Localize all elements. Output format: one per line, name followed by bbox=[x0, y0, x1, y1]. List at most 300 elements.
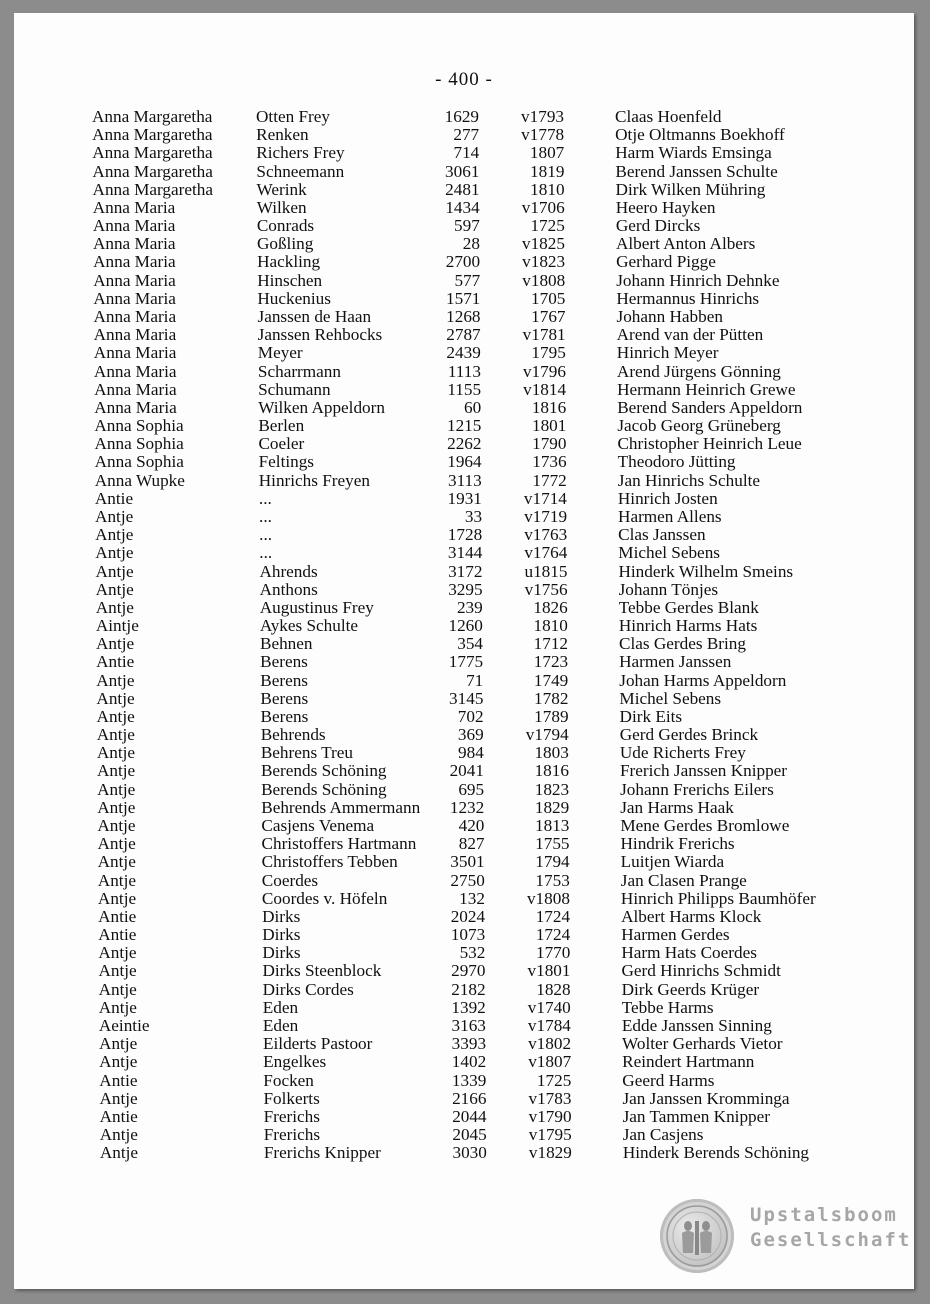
spouse-cell: Hermannus Hinrichs bbox=[616, 288, 760, 308]
table-row bbox=[15, 199, 915, 217]
table-row bbox=[20, 872, 920, 890]
year-cell: 1819 bbox=[530, 161, 565, 181]
spouse-cell: Hinrich Harms Hats bbox=[618, 616, 758, 636]
spouse-cell: Berend Sanders Appeldorn bbox=[617, 397, 803, 417]
year-cell: v1778 bbox=[521, 125, 565, 145]
spouse-cell: Hinderk Berends Schöning bbox=[622, 1143, 810, 1163]
spouse-cell: Gerd Gerdes Brinck bbox=[619, 725, 759, 745]
table-row bbox=[20, 944, 920, 962]
spouse-cell: Wolter Gerhards Vietor bbox=[622, 1034, 783, 1054]
record-number-cell: 2439 bbox=[446, 343, 481, 363]
first-name-cell: Anna Sophia bbox=[94, 416, 184, 436]
spouse-cell: Dirk Eits bbox=[619, 706, 683, 726]
table-row bbox=[17, 526, 917, 544]
surname-cell: ... bbox=[259, 543, 273, 563]
first-name-cell: Antje bbox=[98, 943, 137, 963]
record-number-cell: 354 bbox=[457, 634, 483, 654]
record-number-cell: 2481 bbox=[445, 179, 480, 199]
table-row bbox=[15, 181, 915, 199]
table-row bbox=[21, 1017, 921, 1035]
table-row bbox=[20, 835, 920, 853]
first-name-cell: Antie bbox=[94, 488, 134, 508]
first-name-cell: Anna Margaretha bbox=[92, 161, 213, 181]
record-number-cell: 1931 bbox=[447, 488, 482, 508]
first-name-cell: Anna Sophia bbox=[94, 434, 184, 454]
record-number-cell: 71 bbox=[466, 670, 484, 690]
first-name-cell: Anna Margaretha bbox=[92, 107, 213, 126]
first-name-cell: Antje bbox=[96, 743, 135, 763]
record-number-cell: 369 bbox=[457, 725, 484, 745]
spouse-cell: Luitjen Wiarda bbox=[620, 852, 725, 872]
surname-cell: Behrens Treu bbox=[260, 743, 353, 763]
table-row bbox=[20, 908, 920, 926]
first-name-cell: Anna Maria bbox=[92, 197, 176, 217]
first-name-cell: Antje bbox=[97, 779, 136, 799]
table-row bbox=[15, 217, 915, 235]
surname-cell: Christoffers Hartmann bbox=[261, 834, 417, 854]
record-number-cell: 3030 bbox=[452, 1143, 487, 1163]
surname-cell: Dirks Steenblock bbox=[262, 961, 382, 981]
first-name-cell: Antje bbox=[95, 579, 134, 599]
year-cell: v1801 bbox=[527, 961, 571, 981]
spouse-cell: Harmen Allens bbox=[618, 506, 722, 526]
year-cell: 1705 bbox=[531, 288, 566, 308]
record-number-cell: 1268 bbox=[446, 306, 481, 326]
upstalsboom-logo bbox=[660, 1199, 912, 1279]
first-name-cell: Antje bbox=[99, 1125, 138, 1145]
record-number-cell: 2262 bbox=[447, 434, 482, 454]
first-name-cell: Antje bbox=[99, 1034, 138, 1054]
spouse-cell: Hinrich Philipps Baumhöfer bbox=[620, 888, 816, 908]
year-cell: 1724 bbox=[535, 906, 571, 926]
first-name-cell: Antje bbox=[98, 997, 137, 1017]
surname-cell: Berends Schöning bbox=[261, 779, 387, 799]
year-cell: v1706 bbox=[521, 197, 565, 217]
record-number-cell: 2044 bbox=[452, 1106, 487, 1126]
table-row bbox=[20, 853, 920, 871]
table-row bbox=[19, 726, 919, 744]
table-row bbox=[17, 563, 917, 581]
first-name-cell: Anna Maria bbox=[93, 343, 177, 363]
surname-cell: Berens bbox=[260, 652, 308, 672]
first-name-cell: Antje bbox=[99, 1143, 139, 1163]
record-number-cell: 577 bbox=[454, 270, 481, 290]
record-number-cell: 60 bbox=[464, 397, 482, 417]
table-row bbox=[21, 1035, 921, 1053]
surname-cell: Meyer bbox=[257, 343, 303, 363]
surname-cell: Coeler bbox=[258, 434, 305, 454]
spouse-cell: Christopher Heinrich Leue bbox=[617, 434, 802, 454]
spouse-cell: Gerd Dircks bbox=[615, 216, 701, 236]
surname-cell: Richers Frey bbox=[256, 143, 345, 163]
first-name-cell: Antje bbox=[96, 706, 135, 726]
first-name-cell: Anna Maria bbox=[93, 325, 177, 345]
spouse-cell: Johann Frerichs Eilers bbox=[620, 779, 774, 799]
spouse-cell: Hindrik Frerichs bbox=[620, 834, 735, 854]
table-row bbox=[16, 417, 916, 435]
spouse-cell: Harm Wiards Emsinga bbox=[615, 143, 772, 163]
spouse-cell: Heero Hayken bbox=[615, 197, 716, 217]
year-cell: 1772 bbox=[532, 470, 567, 490]
first-name-cell: Anna Maria bbox=[93, 306, 177, 326]
year-cell: v1764 bbox=[524, 543, 568, 563]
spouse-cell: Clas Gerdes Bring bbox=[619, 634, 746, 654]
year-cell: 1755 bbox=[535, 834, 570, 854]
table-row bbox=[18, 581, 918, 599]
record-number-cell: 2045 bbox=[452, 1125, 487, 1145]
spouse-cell: Tebbe Gerdes Blank bbox=[618, 597, 759, 617]
spouse-cell: Arend Jürgens Gönning bbox=[616, 361, 781, 381]
table-row bbox=[19, 708, 919, 726]
year-cell: 1829 bbox=[534, 797, 570, 817]
spouse-cell: Hermann Heinrich Grewe bbox=[617, 379, 796, 399]
year-cell: 1789 bbox=[534, 706, 569, 726]
table-row bbox=[14, 144, 914, 162]
year-cell: 1795 bbox=[531, 343, 566, 363]
year-cell: 1725 bbox=[530, 216, 565, 236]
table-row bbox=[18, 617, 918, 635]
first-name-cell: Anna Maria bbox=[92, 234, 176, 254]
surname-cell: Behrends Ammermann bbox=[261, 797, 421, 817]
first-name-cell: Antje bbox=[95, 597, 134, 617]
table-row bbox=[15, 235, 915, 253]
table-row bbox=[21, 981, 921, 999]
first-name-cell: Anna Sophia bbox=[94, 452, 184, 472]
spouse-cell: Jan Hinrichs Schulte bbox=[617, 470, 761, 490]
first-name-cell: Aintje bbox=[95, 616, 139, 636]
table-row bbox=[17, 472, 917, 490]
spouse-cell: Harmen Gerdes bbox=[621, 925, 730, 945]
record-number-cell: 702 bbox=[457, 706, 484, 726]
surname-cell: Wilken Appeldorn bbox=[258, 397, 385, 417]
year-cell: v1802 bbox=[528, 1034, 572, 1054]
table-row bbox=[17, 453, 917, 471]
year-cell: v1807 bbox=[528, 1052, 572, 1072]
table-row bbox=[21, 999, 921, 1017]
spouse-cell: Hinderk Wilhelm Smeins bbox=[618, 561, 794, 581]
record-number-cell: 3163 bbox=[451, 1016, 486, 1035]
first-name-cell: Antie bbox=[99, 1070, 138, 1090]
table-row bbox=[19, 781, 919, 799]
record-number-cell: 1260 bbox=[448, 616, 483, 636]
spouse-cell: Harmen Janssen bbox=[619, 652, 732, 672]
surname-cell: Frerichs bbox=[263, 1125, 321, 1145]
record-number-cell: 2041 bbox=[449, 761, 484, 781]
spouse-cell: Michel Sebens bbox=[619, 688, 722, 708]
spouse-cell: Johann Hinrich Dehnke bbox=[616, 270, 780, 290]
table-row bbox=[16, 363, 916, 381]
record-number-cell: 1402 bbox=[451, 1052, 487, 1072]
spouse-cell: Geerd Harms bbox=[622, 1070, 715, 1090]
record-number-cell: 1392 bbox=[451, 997, 486, 1017]
first-name-cell: Antje bbox=[96, 688, 135, 708]
surname-cell: Hinrichs Freyen bbox=[258, 470, 370, 490]
year-cell: v1808 bbox=[522, 270, 566, 290]
first-name-cell: Antje bbox=[96, 634, 135, 654]
spouse-cell: Jacob Georg Grüneberg bbox=[617, 416, 781, 436]
spouse-cell: Tebbe Harms bbox=[621, 997, 714, 1017]
year-cell: 1794 bbox=[535, 852, 570, 872]
first-name-cell: Antje bbox=[95, 525, 134, 545]
first-name-cell: Antje bbox=[97, 816, 136, 836]
year-cell: 1753 bbox=[535, 870, 570, 890]
surname-cell: Conrads bbox=[256, 216, 315, 236]
spouse-cell: Theodoro Jütting bbox=[617, 452, 736, 472]
spouse-cell: Claas Hoenfeld bbox=[615, 107, 722, 126]
first-name-cell: Anna Margaretha bbox=[92, 179, 213, 199]
record-number-cell: 714 bbox=[453, 143, 480, 163]
record-number-cell: 239 bbox=[456, 597, 483, 617]
table-row bbox=[22, 1108, 922, 1126]
year-cell: 1816 bbox=[534, 761, 569, 781]
surname-cell: Christoffers Tebben bbox=[261, 852, 398, 872]
surname-cell: Engelkes bbox=[263, 1052, 327, 1072]
year-cell: v1719 bbox=[524, 506, 568, 526]
spouse-cell: Jan Casjens bbox=[622, 1125, 704, 1145]
spouse-cell: Hinrich Josten bbox=[617, 488, 718, 508]
year-cell: 1813 bbox=[535, 816, 570, 836]
year-cell: 1736 bbox=[532, 452, 567, 472]
year-cell: 1723 bbox=[533, 652, 569, 672]
first-name-cell: Antje bbox=[95, 506, 134, 526]
table-row bbox=[19, 817, 919, 835]
year-cell: 1810 bbox=[530, 179, 565, 199]
record-number-cell: 1434 bbox=[445, 197, 480, 217]
first-name-cell: Antje bbox=[97, 797, 136, 817]
first-name-cell: Antie bbox=[99, 1106, 138, 1126]
year-cell: v1829 bbox=[528, 1143, 572, 1163]
spouse-cell: Dirk Geerds Krüger bbox=[621, 979, 760, 999]
record-number-cell: 3145 bbox=[449, 688, 484, 708]
surname-cell: Ahrends bbox=[259, 561, 318, 581]
surname-cell: Eden bbox=[262, 1016, 299, 1035]
record-number-cell: 3061 bbox=[445, 161, 480, 181]
record-number-cell: 1215 bbox=[446, 416, 482, 436]
year-cell: v1794 bbox=[525, 725, 569, 745]
year-cell: 1782 bbox=[534, 688, 569, 708]
surname-cell: Casjens Venema bbox=[261, 816, 375, 836]
document-page bbox=[14, 13, 914, 1289]
record-number-cell: 277 bbox=[453, 125, 480, 145]
record-number-cell: 827 bbox=[458, 834, 485, 854]
surname-cell: ... bbox=[259, 506, 272, 526]
first-name-cell: Antje bbox=[96, 761, 136, 781]
year-cell: v1795 bbox=[528, 1125, 572, 1145]
year-cell: v1714 bbox=[523, 488, 567, 508]
table-row bbox=[20, 962, 920, 980]
record-number-cell: 1339 bbox=[451, 1070, 487, 1090]
record-number-cell: 2787 bbox=[446, 325, 481, 345]
record-number-cell: 28 bbox=[462, 234, 480, 254]
year-cell: 1823 bbox=[534, 779, 570, 799]
first-name-cell: Antje bbox=[98, 979, 137, 999]
record-number-cell: 3144 bbox=[447, 543, 483, 563]
spouse-cell: Frerich Janssen Knipper bbox=[619, 761, 788, 781]
surname-cell: Focken bbox=[263, 1070, 314, 1090]
year-cell: 1790 bbox=[532, 434, 567, 454]
first-name-cell: Antje bbox=[97, 888, 137, 908]
first-name-cell: Anna Maria bbox=[93, 288, 176, 308]
surname-cell: Wilken bbox=[256, 197, 307, 217]
table-row bbox=[22, 1144, 922, 1162]
surname-cell: Schumann bbox=[258, 379, 331, 399]
spouse-cell: Otje Oltmanns Boekhoff bbox=[615, 125, 785, 145]
surname-cell: ... bbox=[259, 525, 273, 545]
year-cell: 1807 bbox=[529, 143, 565, 163]
surname-cell: Frerichs bbox=[263, 1106, 320, 1126]
record-number-cell: 1073 bbox=[450, 925, 486, 945]
first-name-cell: Anna Maria bbox=[93, 270, 176, 290]
table-row bbox=[18, 653, 918, 671]
year-cell: 1801 bbox=[531, 416, 567, 436]
table-row bbox=[20, 926, 920, 944]
first-name-cell: Antje bbox=[99, 1052, 138, 1072]
surname-cell: Berends Schöning bbox=[260, 761, 387, 781]
surname-cell: Dirks bbox=[262, 906, 301, 926]
year-cell: v1783 bbox=[528, 1088, 572, 1108]
year-cell: 1770 bbox=[535, 943, 571, 963]
first-name-cell: Anna Margaretha bbox=[92, 143, 213, 163]
record-number-cell: 420 bbox=[458, 816, 485, 836]
record-number-cell: 2700 bbox=[445, 252, 481, 272]
record-number-cell: 3295 bbox=[448, 579, 483, 599]
spouse-cell: Gerd Hinrichs Schmidt bbox=[621, 961, 781, 981]
first-name-cell: Antje bbox=[96, 725, 135, 745]
spouse-cell: Edde Janssen Sinning bbox=[621, 1016, 772, 1035]
year-cell: v1790 bbox=[528, 1106, 572, 1126]
table-row bbox=[18, 599, 918, 617]
first-name-cell: Anna Maria bbox=[94, 379, 177, 399]
surname-cell: Janssen Rehbocks bbox=[257, 325, 383, 345]
spouse-cell: Albert Harms Klock bbox=[621, 906, 762, 926]
spouse-cell: Michel Sebens bbox=[618, 543, 720, 563]
record-number-cell: 3501 bbox=[450, 852, 485, 872]
table-row bbox=[15, 253, 915, 271]
spouse-cell: Jan Janssen Kromminga bbox=[622, 1088, 790, 1108]
year-cell: v1763 bbox=[524, 525, 568, 545]
year-cell: 1725 bbox=[536, 1070, 572, 1090]
table-row bbox=[16, 399, 916, 417]
first-name-cell: Anna Maria bbox=[94, 397, 177, 417]
first-name-cell: Antje bbox=[95, 543, 134, 563]
surname-cell: Berens bbox=[260, 670, 308, 690]
year-cell: v1825 bbox=[521, 234, 565, 254]
year-cell: v1756 bbox=[524, 579, 568, 599]
year-cell: v1823 bbox=[522, 252, 566, 272]
surname-cell: Berlen bbox=[258, 416, 305, 436]
surname-cell: Feltings bbox=[258, 452, 314, 472]
table-row bbox=[20, 890, 920, 908]
spouse-cell: Arend van der Pütten bbox=[616, 325, 764, 345]
first-name-cell: Antie bbox=[98, 906, 137, 926]
first-name-cell: Anna Maria bbox=[93, 361, 177, 381]
table-row bbox=[14, 126, 914, 144]
year-cell: 1816 bbox=[531, 397, 567, 417]
year-cell: 1767 bbox=[531, 306, 566, 326]
year-cell: v1781 bbox=[522, 325, 566, 345]
record-number-cell: 1232 bbox=[449, 797, 485, 817]
surname-cell: Frerichs Knipper bbox=[263, 1143, 381, 1163]
surname-cell: Dirks bbox=[262, 925, 301, 945]
spouse-cell: Johan Harms Appeldorn bbox=[619, 670, 787, 690]
record-number-cell: 532 bbox=[459, 943, 486, 963]
surname-cell: ... bbox=[258, 488, 272, 508]
first-name-cell: Antje bbox=[99, 1088, 138, 1108]
year-cell: 1828 bbox=[536, 979, 571, 999]
surname-cell: Eden bbox=[262, 997, 299, 1017]
record-number-cell: 2166 bbox=[452, 1088, 487, 1108]
surname-cell: Anthons bbox=[259, 579, 318, 599]
record-number-cell: 695 bbox=[458, 779, 485, 799]
surname-cell: Berens bbox=[260, 706, 309, 726]
table-row bbox=[16, 435, 916, 453]
record-number-cell: 1113 bbox=[447, 361, 481, 381]
surname-cell: Behrends bbox=[260, 725, 326, 745]
spouse-cell: Dirk Wilken Mühring bbox=[615, 179, 766, 199]
spouse-cell: Clas Janssen bbox=[618, 525, 706, 545]
spouse-cell: Mene Gerdes Bromlowe bbox=[620, 816, 790, 836]
table-row bbox=[16, 381, 916, 399]
spouse-cell: Johann Habben bbox=[616, 306, 723, 326]
first-name-cell: Antje bbox=[97, 870, 136, 890]
table-row bbox=[16, 344, 916, 362]
surname-cell: Coordes v. Höfeln bbox=[261, 888, 388, 908]
spouse-cell: Hinrich Meyer bbox=[616, 343, 719, 363]
surname-cell: Huckenius bbox=[257, 288, 331, 308]
first-name-cell: Antje bbox=[95, 561, 134, 581]
surname-cell: Goßling bbox=[256, 234, 314, 254]
table-row bbox=[16, 308, 916, 326]
table-row bbox=[18, 672, 918, 690]
first-name-cell: Aeintie bbox=[98, 1016, 150, 1035]
record-number-cell: 33 bbox=[464, 506, 483, 526]
logo-wordmark bbox=[750, 1203, 911, 1253]
year-cell: 1712 bbox=[533, 634, 568, 654]
spouse-cell: Gerhard Pigge bbox=[616, 252, 716, 272]
year-cell: v1814 bbox=[523, 379, 567, 399]
record-number-cell: 2024 bbox=[450, 906, 486, 926]
year-cell: v1796 bbox=[522, 361, 566, 381]
first-name-cell: Antie bbox=[98, 925, 137, 945]
record-number-cell: 597 bbox=[454, 216, 480, 236]
surname-cell: Aykes Schulte bbox=[259, 616, 359, 636]
table-row bbox=[18, 635, 918, 653]
table-row bbox=[21, 1090, 921, 1108]
logo-line-1: Upstalsboom bbox=[750, 1204, 898, 1226]
surname-cell: Coerdes bbox=[261, 870, 319, 890]
year-cell: 1810 bbox=[533, 616, 568, 636]
surname-cell: Behnen bbox=[260, 634, 313, 654]
surname-cell: Augustinus Frey bbox=[259, 597, 374, 617]
record-number-cell: 132 bbox=[459, 888, 485, 908]
table-row bbox=[15, 272, 915, 290]
table-row bbox=[19, 762, 919, 780]
surname-cell: Dirks bbox=[262, 943, 301, 963]
year-cell: 1826 bbox=[533, 597, 568, 617]
year-cell: u1815 bbox=[524, 561, 568, 581]
surname-cell: Folkerts bbox=[263, 1088, 320, 1108]
table-row bbox=[21, 1053, 921, 1071]
record-number-cell: 984 bbox=[458, 743, 484, 763]
spouse-cell: Jan Harms Haak bbox=[620, 797, 734, 817]
table-row bbox=[16, 326, 916, 344]
year-cell: 1803 bbox=[534, 743, 569, 763]
spouse-cell: Reindert Hartmann bbox=[622, 1052, 755, 1072]
record-number-cell: 3393 bbox=[451, 1034, 487, 1054]
year-cell: v1784 bbox=[527, 1016, 571, 1035]
record-number-cell: 1155 bbox=[447, 379, 482, 399]
spouse-cell: Jan Clasen Prange bbox=[620, 870, 747, 890]
